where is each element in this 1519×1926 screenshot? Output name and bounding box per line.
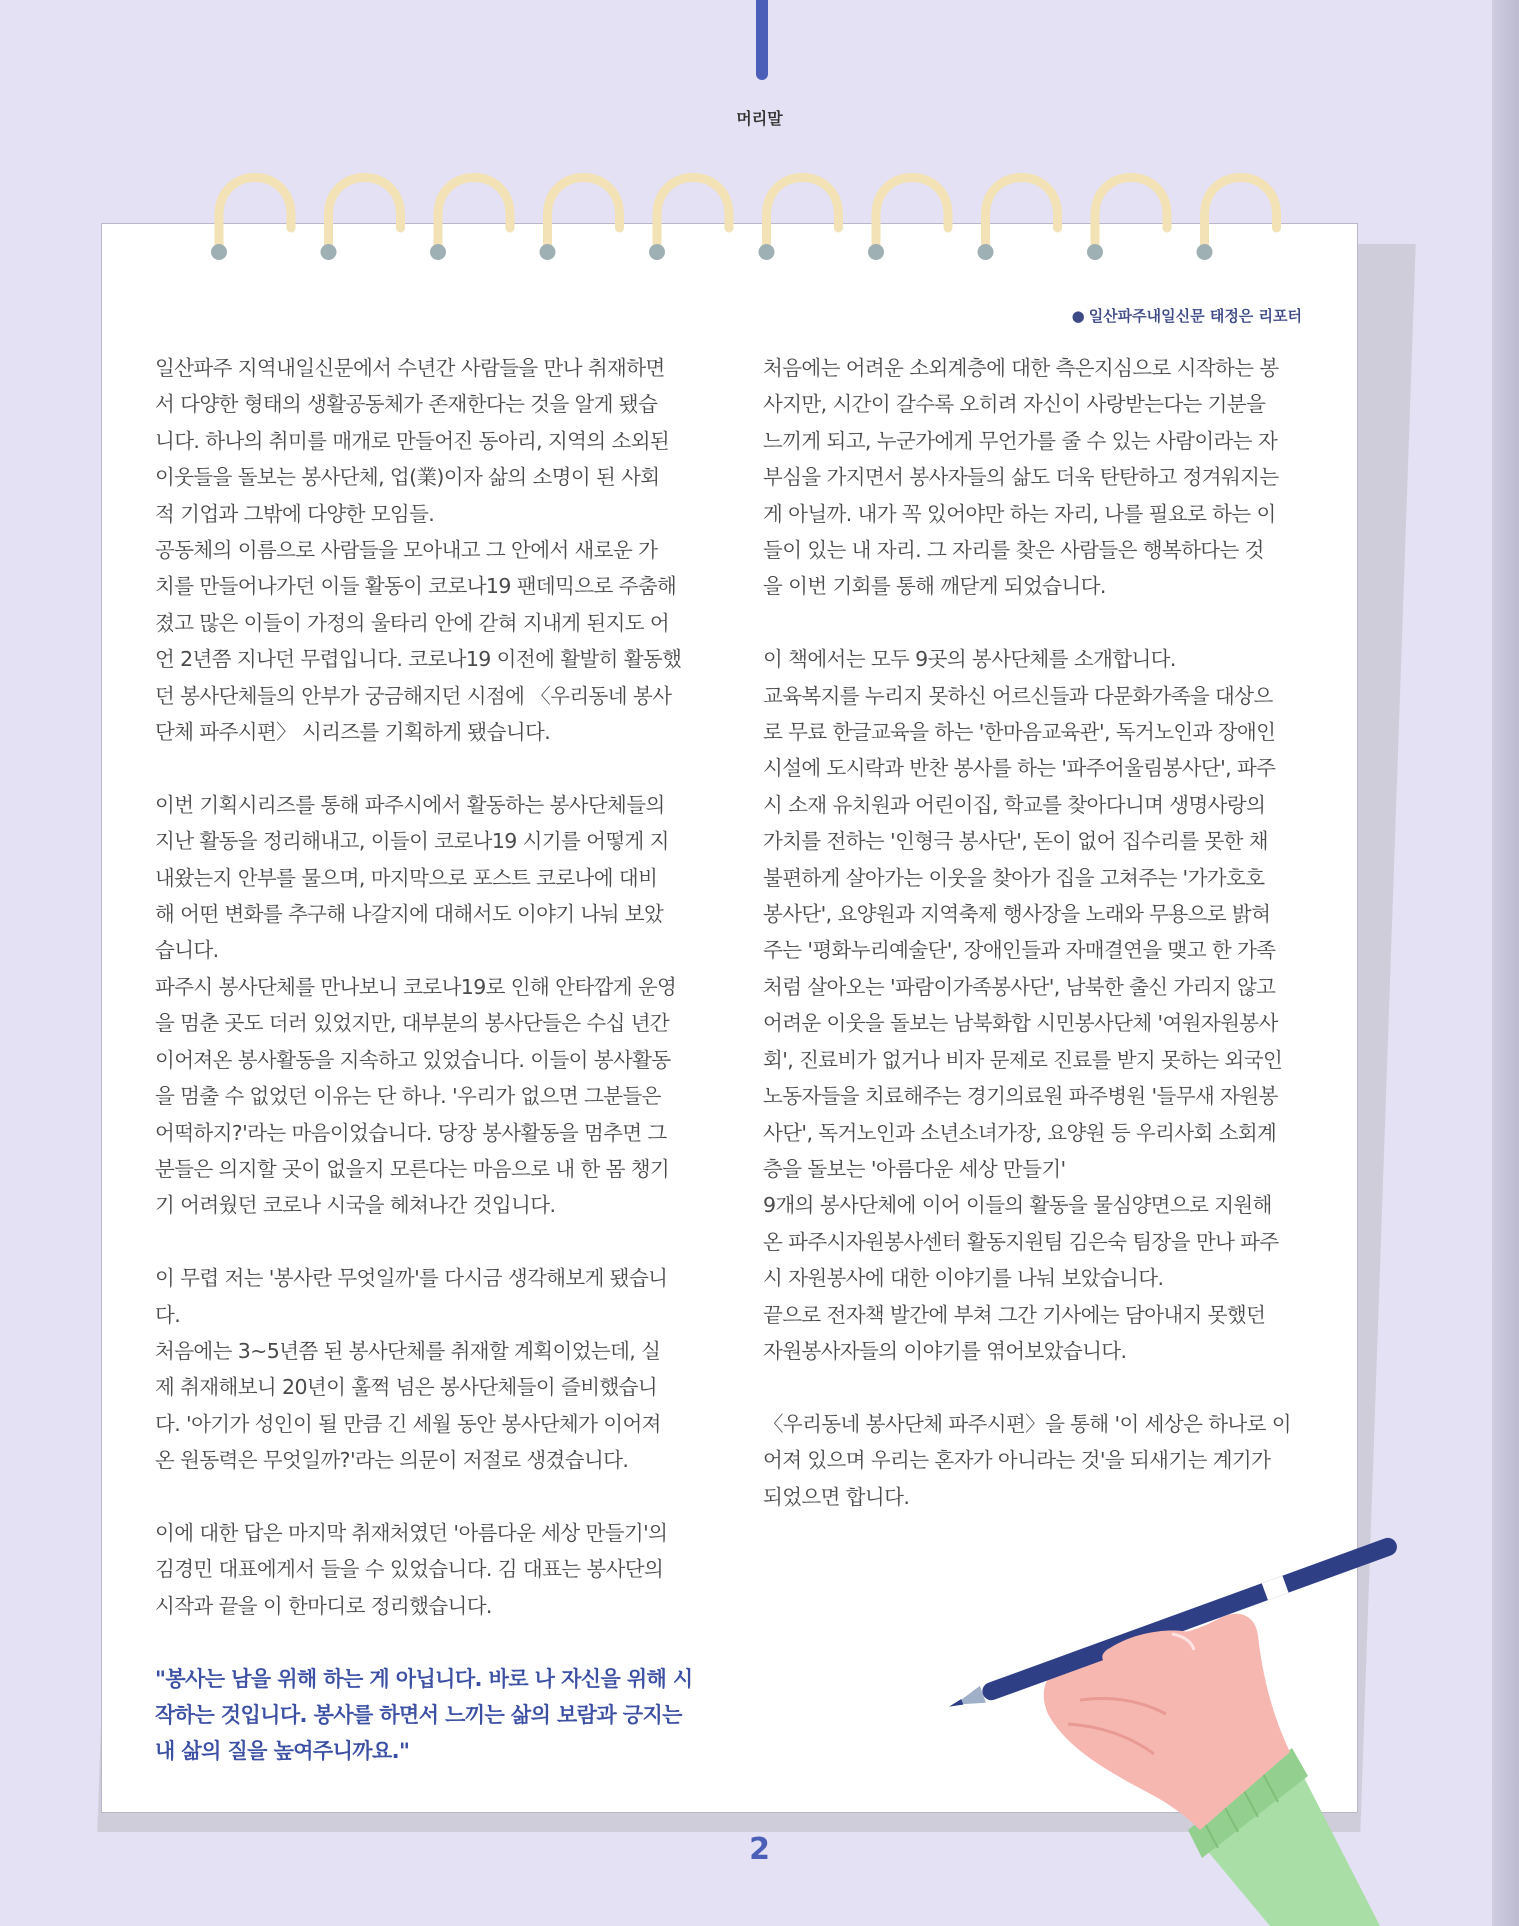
section-label: 머리말 (736, 109, 783, 128)
highlight-quote: "봉사는 남을 위해 하는 게 아닙니다. 바로 나 자신을 위해 시 작하는 것입니다. 봉사를 하면서 느끼는 삶의 보람과 긍지는 내 삶의 질을 높여주니까요." (155, 1666, 693, 1764)
left-paragraph: 이에 대한 답은 마지막 취재처였던 '아름다운 세상 만들기'의 김경민 대표에게서 들을 수 있었습니다. 김 대표는 봉사단의 시작과 끝을 이 한마디로 정리했습니다. (155, 1520, 668, 1618)
left-column (155, 350, 695, 1770)
byline (1072, 305, 1302, 326)
left-paragraph: 일산파주 지역내일신문에서 수년간 사람들을 만나 취재하면 서 다양한 형태의 생활공동체가 존재한다는 것을 알게 됐습 니다. 하나의 취미를 매개로 만들어진 동아리, 지역의 소외된 이웃들을 돌보는 봉사단체, 업(業)이자 삶의 소명이 된 사회 적 기업과 그밖에 다양한 모임들. (155, 356, 670, 526)
page-number: 2 (749, 1832, 770, 1867)
right-column (763, 350, 1303, 1515)
left-paragraph: 처음에는 3~5년쯤 된 봉사단체를 취재할 계획이었는데, 실 제 취재해보니 20년이 훌쩍 넘은 봉사단체들이 즐비했습니 다. '아기가 성인이 될 만큼 긴 세월 동안 봉사단체가 이어져 온 원동력은 무엇일까?'라는 의문이 저절로 생겼습니다. (155, 1338, 661, 1473)
right-paragraph: 9개의 봉사단체에 이어 이들의 활동을 물심양면으로 지원해 온 파주시자원봉사센터 활동지원팀 김은숙 팀장을 만나 파주 시 자원봉사에 대한 이야기를 나눠 보았습니다. (763, 1193, 1279, 1291)
left-paragraph: 공동체의 이름으로 사람들을 모아내고 그 안에서 새로운 가 치를 만들어나가던 이들 활동이 코로나19 팬데믹으로 주춤해 졌고 많은 이들이 가정의 울타리 안에 갇혀 지내게 된지도 어 언 2년쯤 지나던 무렵입니다. 코로나19 이전에 활발히 활동했 던 봉사단체들의 안부가 궁금해지던 시점에 〈우리동네 봉사 단체 파주시편〉 시리즈를 기획하게 됐습니다. (155, 538, 682, 745)
bullet-icon: ● (1071, 307, 1085, 325)
left-paragraph: 이 무렵 저는 '봉사란 무엇일까'를 다시금 생각해보게 됐습니 다. (155, 1266, 668, 1327)
hand-writing-illustration (940, 1500, 1519, 1926)
bookmark-ribbon (756, 0, 768, 80)
byline-text: 일산파주내일신문 태정은 리포터 (1088, 307, 1302, 325)
right-paragraph: 처음에는 어려운 소외계층에 대한 측은지심으로 시작하는 봉 사지만, 시간이 갈수록 오히려 자신이 사랑받는다는 기분을 느끼게 되고, 누군가에게 무언가를 줄 수 있는 사람이라는 자 부심을 가지면서 봉사자들의 삶도 더욱 탄탄하고 정겨워지는 게 아닐까. 내가 꼭 있어야만 하는 자리, 나를 필요로 하는 이 들이 있는 내 자리. 그 자리를 찾은 사람들은 행복하다는 것 을 이번 기회를 통해 깨닫게 되었습니다. (763, 356, 1279, 599)
right-paragraph: 이 책에서는 모두 9곳의 봉사단체를 소개합니다. (763, 647, 1176, 672)
left-paragraph: 파주시 봉사단체를 만나보니 코로나19로 인해 안타깝게 운영 을 멈춘 곳도 더러 있었지만, 대부분의 봉사단들은 수십 년간 이어져온 봉사활동을 지속하고 있었습니다. 이들이 봉사활동 을 멈출 수 없었던 이유는 단 하나. '우리가 없으면 그분들은 어떡하지?'라는 마음이었습니다. 당장 봉사활동을 멈추면 그 분들은 의지할 곳이 없을지 모른다는 마음으로 내 한 몸 챙기 기 어려웠던 코로나 시국을 헤쳐나간 것입니다. (155, 974, 677, 1218)
left-paragraph: 이번 기획시리즈를 통해 파주시에서 활동하는 봉사단체들의 지난 활동을 정리해내고, 이들이 코로나19 시기를 어떻게 지 내왔는지 안부를 물으며, 마지막으로 포스트 코로나에 대비 해 어떤 변화를 추구해 나갈지에 대해서도 이야기 나눠 보았 습니다. (155, 792, 669, 963)
right-paragraph: 교육복지를 누리지 못하신 어르신들과 다문화가족을 대상으 로 무료 한글교육을 하는 '한마음교육관', 독거노인과 장애인 시설에 도시락과 반찬 봉사를 하는 '파주어울림봉사단', 파주 시 소재 유치원과 어린이집, 학교를 찾아다니며 생명사랑의 가치를 전하는 '인형극 봉사단', 돈이 없어 집수리를 못한 채 불편하게 살아가는 이웃을 찾아가 집을 고쳐주는 '가가호호 봉사단', 요양원과 지역축제 행사장을 노래와 무용으로 밝혀 주는 '평화누리예술단', 장애인들과 자매결연을 맺고 한 가족 처럼 살아오는 '파람이가족봉사단', 남북한 출신 가리지 않고 어려운 이웃을 돌보는 남북화합 시민봉사단체 '여원자원봉사 회', 진료비가 없거나 비자 문제로 진료를 받지 못하는 외국인 노동자들을 치료해주는 경기의료원 파주병원 '들무새 자원봉 사단', 독거노인과 소년소녀가장, 요양원 등 우리사회 소회계 층을 돌보는 '아름다운 세상 만들기' (763, 683, 1283, 1181)
right-paragraph: 〈우리동네 봉사단체 파주시편〉을 통해 '이 세상은 하나로 이 어져 있으며 우리는 혼자가 아니라는 것'을 되새기는 계기가 되었으면 합니다. (763, 1411, 1291, 1509)
right-paragraph: 끝으로 전자책 발간에 부쳐 그간 기사에는 담아내지 못했던 자원봉사자들의 이야기를 엮어보았습니다. (763, 1302, 1266, 1363)
